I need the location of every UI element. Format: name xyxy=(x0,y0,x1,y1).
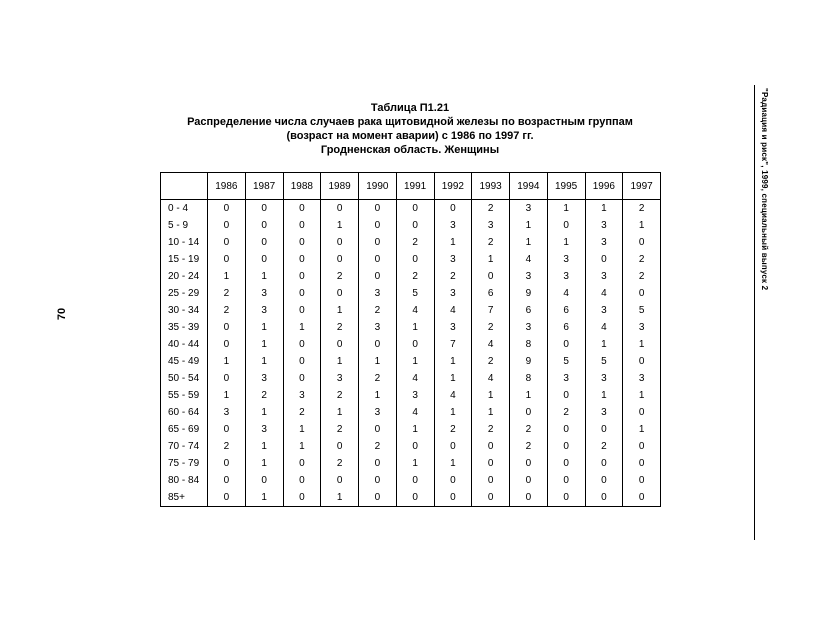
value-cell: 2 xyxy=(434,268,472,285)
table-row xyxy=(161,285,661,302)
table-row xyxy=(161,438,661,455)
value-cell: 0 xyxy=(283,285,321,302)
value-cell: 3 xyxy=(208,404,246,421)
year-column-header: 1996 xyxy=(585,173,623,200)
value-cell: 0 xyxy=(472,455,510,472)
value-cell: 9 xyxy=(510,285,548,302)
value-cell: 3 xyxy=(510,319,548,336)
age-group-cell: 30 - 34 xyxy=(161,302,208,319)
value-cell: 0 xyxy=(283,455,321,472)
value-cell: 0 xyxy=(434,472,472,489)
value-cell: 0 xyxy=(208,336,246,353)
value-cell: 0 xyxy=(547,217,585,234)
value-cell: 1 xyxy=(396,421,434,438)
value-cell: 2 xyxy=(472,200,510,218)
value-cell: 1 xyxy=(245,353,283,370)
year-column-header: 1997 xyxy=(623,173,661,200)
value-cell: 5 xyxy=(547,353,585,370)
value-cell: 0 xyxy=(283,370,321,387)
value-cell: 0 xyxy=(585,472,623,489)
value-cell: 0 xyxy=(245,251,283,268)
value-cell: 4 xyxy=(472,336,510,353)
value-cell: 8 xyxy=(510,370,548,387)
value-cell: 1 xyxy=(472,404,510,421)
value-cell: 0 xyxy=(396,489,434,507)
value-cell: 1 xyxy=(245,268,283,285)
value-cell: 1 xyxy=(283,421,321,438)
age-group-cell: 75 - 79 xyxy=(161,455,208,472)
table-row xyxy=(161,217,661,234)
value-cell: 0 xyxy=(245,472,283,489)
value-cell: 3 xyxy=(585,302,623,319)
value-cell: 6 xyxy=(547,319,585,336)
value-cell: 1 xyxy=(396,319,434,336)
value-cell: 0 xyxy=(208,489,246,507)
value-cell: 0 xyxy=(359,472,397,489)
value-cell: 1 xyxy=(321,217,359,234)
value-cell: 1 xyxy=(547,200,585,218)
value-cell: 0 xyxy=(547,455,585,472)
year-column-header: 1986 xyxy=(208,173,246,200)
value-cell: 1 xyxy=(434,234,472,251)
value-cell: 0 xyxy=(208,251,246,268)
value-cell: 0 xyxy=(283,200,321,218)
age-group-cell: 20 - 24 xyxy=(161,268,208,285)
value-cell: 1 xyxy=(321,353,359,370)
value-cell: 0 xyxy=(510,489,548,507)
value-cell: 3 xyxy=(434,319,472,336)
value-cell: 2 xyxy=(208,438,246,455)
age-group-cell: 65 - 69 xyxy=(161,421,208,438)
age-group-cell: 70 - 74 xyxy=(161,438,208,455)
value-cell: 8 xyxy=(510,336,548,353)
value-cell: 0 xyxy=(396,251,434,268)
value-cell: 2 xyxy=(359,438,397,455)
value-cell: 0 xyxy=(434,200,472,218)
value-cell: 3 xyxy=(585,370,623,387)
value-cell: 0 xyxy=(434,438,472,455)
value-cell: 3 xyxy=(510,268,548,285)
value-cell: 0 xyxy=(510,455,548,472)
value-cell: 3 xyxy=(585,217,623,234)
age-group-cell: 15 - 19 xyxy=(161,251,208,268)
table-row xyxy=(161,387,661,404)
value-cell: 1 xyxy=(359,387,397,404)
table-row xyxy=(161,472,661,489)
value-cell: 0 xyxy=(359,421,397,438)
value-cell: 0 xyxy=(623,234,661,251)
age-group-cell: 35 - 39 xyxy=(161,319,208,336)
value-cell: 3 xyxy=(283,387,321,404)
value-cell: 0 xyxy=(547,438,585,455)
value-cell: 0 xyxy=(283,336,321,353)
value-cell: 1 xyxy=(321,404,359,421)
value-cell: 2 xyxy=(472,234,510,251)
value-cell: 0 xyxy=(585,421,623,438)
value-cell: 0 xyxy=(208,234,246,251)
age-group-cell: 0 - 4 xyxy=(161,200,208,218)
value-cell: 1 xyxy=(510,217,548,234)
value-cell: 3 xyxy=(623,319,661,336)
table-head xyxy=(161,173,661,200)
value-cell: 0 xyxy=(510,472,548,489)
value-cell: 3 xyxy=(510,200,548,218)
value-cell: 2 xyxy=(208,302,246,319)
value-cell: 4 xyxy=(510,251,548,268)
value-cell: 0 xyxy=(321,200,359,218)
value-cell: 0 xyxy=(585,489,623,507)
value-cell: 3 xyxy=(547,251,585,268)
value-cell: 2 xyxy=(283,404,321,421)
year-column-header: 1991 xyxy=(396,173,434,200)
value-cell: 2 xyxy=(472,421,510,438)
value-cell: 1 xyxy=(245,336,283,353)
table-body xyxy=(161,200,661,507)
value-cell: 3 xyxy=(547,268,585,285)
value-cell: 2 xyxy=(623,268,661,285)
value-cell: 4 xyxy=(396,302,434,319)
value-cell: 0 xyxy=(208,455,246,472)
value-cell: 3 xyxy=(359,404,397,421)
value-cell: 2 xyxy=(510,438,548,455)
value-cell: 2 xyxy=(623,251,661,268)
value-cell: 1 xyxy=(472,251,510,268)
value-cell: 4 xyxy=(547,285,585,302)
value-cell: 0 xyxy=(472,438,510,455)
table-title-line-4: Гродненская область. Женщины xyxy=(320,144,500,156)
age-group-cell: 45 - 49 xyxy=(161,353,208,370)
value-cell: 2 xyxy=(585,438,623,455)
value-cell: 0 xyxy=(321,251,359,268)
value-cell: 3 xyxy=(585,404,623,421)
value-cell: 0 xyxy=(245,217,283,234)
value-cell: 2 xyxy=(321,455,359,472)
value-cell: 3 xyxy=(434,251,472,268)
value-cell: 0 xyxy=(623,404,661,421)
value-cell: 0 xyxy=(359,217,397,234)
value-cell: 0 xyxy=(547,421,585,438)
value-cell: 1 xyxy=(434,370,472,387)
value-cell: 1 xyxy=(208,387,246,404)
value-cell: 5 xyxy=(396,285,434,302)
year-column-header: 1993 xyxy=(472,173,510,200)
value-cell: 3 xyxy=(547,370,585,387)
value-cell: 2 xyxy=(472,319,510,336)
year-column-header: 1990 xyxy=(359,173,397,200)
age-group-cell: 10 - 14 xyxy=(161,234,208,251)
value-cell: 1 xyxy=(283,438,321,455)
table-row xyxy=(161,302,661,319)
value-cell: 0 xyxy=(321,285,359,302)
value-cell: 0 xyxy=(434,489,472,507)
value-cell: 9 xyxy=(510,353,548,370)
value-cell: 0 xyxy=(396,438,434,455)
value-cell: 1 xyxy=(245,404,283,421)
value-cell: 1 xyxy=(585,200,623,218)
value-cell: 1 xyxy=(623,217,661,234)
year-column-header: 1995 xyxy=(547,173,585,200)
value-cell: 3 xyxy=(245,302,283,319)
value-cell: 3 xyxy=(396,387,434,404)
value-cell: 2 xyxy=(396,234,434,251)
value-cell: 0 xyxy=(585,251,623,268)
value-cell: 2 xyxy=(321,268,359,285)
value-cell: 0 xyxy=(510,404,548,421)
value-cell: 0 xyxy=(208,217,246,234)
value-cell: 3 xyxy=(245,370,283,387)
value-cell: 1 xyxy=(510,387,548,404)
value-cell: 1 xyxy=(245,455,283,472)
value-cell: 1 xyxy=(434,455,472,472)
value-cell: 0 xyxy=(396,336,434,353)
value-cell: 2 xyxy=(321,421,359,438)
value-cell: 1 xyxy=(245,319,283,336)
value-cell: 2 xyxy=(245,387,283,404)
value-cell: 0 xyxy=(472,489,510,507)
year-column-header: 1987 xyxy=(245,173,283,200)
table-row xyxy=(161,353,661,370)
value-cell: 0 xyxy=(208,319,246,336)
value-cell: 2 xyxy=(359,370,397,387)
value-cell: 0 xyxy=(359,336,397,353)
value-cell: 1 xyxy=(510,234,548,251)
table-row xyxy=(161,421,661,438)
age-group-cell: 80 - 84 xyxy=(161,472,208,489)
value-cell: 0 xyxy=(321,234,359,251)
table-row xyxy=(161,268,661,285)
value-cell: 0 xyxy=(547,387,585,404)
value-cell: 0 xyxy=(623,472,661,489)
value-cell: 0 xyxy=(472,472,510,489)
table-number-title: Таблица П1.21 xyxy=(370,102,450,114)
year-column-header: 1988 xyxy=(283,173,321,200)
value-cell: 0 xyxy=(283,251,321,268)
value-cell: 0 xyxy=(359,200,397,218)
table-head-row xyxy=(161,173,661,200)
data-table xyxy=(160,172,661,507)
table-row xyxy=(161,336,661,353)
value-cell: 0 xyxy=(623,455,661,472)
value-cell: 2 xyxy=(321,319,359,336)
value-cell: 3 xyxy=(359,319,397,336)
value-cell: 1 xyxy=(472,387,510,404)
value-cell: 0 xyxy=(321,438,359,455)
value-cell: 1 xyxy=(585,387,623,404)
value-cell: 2 xyxy=(208,285,246,302)
value-cell: 3 xyxy=(434,217,472,234)
value-cell: 0 xyxy=(208,421,246,438)
value-cell: 0 xyxy=(245,200,283,218)
table-row xyxy=(161,404,661,421)
value-cell: 1 xyxy=(208,353,246,370)
value-cell: 0 xyxy=(283,472,321,489)
value-cell: 4 xyxy=(434,387,472,404)
value-cell: 4 xyxy=(396,370,434,387)
value-cell: 6 xyxy=(472,285,510,302)
value-cell: 0 xyxy=(396,200,434,218)
value-cell: 4 xyxy=(585,319,623,336)
value-cell: 1 xyxy=(623,387,661,404)
age-group-cell: 50 - 54 xyxy=(161,370,208,387)
value-cell: 7 xyxy=(434,336,472,353)
age-group-cell: 40 - 44 xyxy=(161,336,208,353)
table-row xyxy=(161,319,661,336)
value-cell: 1 xyxy=(623,421,661,438)
value-cell: 0 xyxy=(359,268,397,285)
value-cell: 4 xyxy=(585,285,623,302)
value-cell: 2 xyxy=(396,268,434,285)
value-cell: 0 xyxy=(547,336,585,353)
table-row xyxy=(161,200,661,218)
value-cell: 0 xyxy=(321,472,359,489)
table-row xyxy=(161,251,661,268)
value-cell: 3 xyxy=(359,285,397,302)
value-cell: 0 xyxy=(623,285,661,302)
table-title-line-2: Распределение числа случаев рака щитовидной железы по возрастным группам xyxy=(187,116,633,128)
value-cell: 4 xyxy=(472,370,510,387)
value-cell: 3 xyxy=(321,370,359,387)
table-row xyxy=(161,234,661,251)
value-cell: 1 xyxy=(396,353,434,370)
value-cell: 1 xyxy=(585,336,623,353)
value-cell: 1 xyxy=(396,455,434,472)
value-cell: 0 xyxy=(359,251,397,268)
value-cell: 0 xyxy=(359,234,397,251)
value-cell: 0 xyxy=(321,336,359,353)
value-cell: 0 xyxy=(396,472,434,489)
value-cell: 3 xyxy=(245,421,283,438)
value-cell: 0 xyxy=(208,200,246,218)
age-group-cell: 5 - 9 xyxy=(161,217,208,234)
value-cell: 2 xyxy=(623,200,661,218)
value-cell: 0 xyxy=(208,370,246,387)
year-column-header: 1994 xyxy=(510,173,548,200)
value-cell: 1 xyxy=(434,404,472,421)
value-cell: 1 xyxy=(283,319,321,336)
table-row xyxy=(161,370,661,387)
value-cell: 0 xyxy=(283,353,321,370)
table-row xyxy=(161,489,661,507)
corner-cell xyxy=(161,173,208,200)
table-title-block xyxy=(0,101,820,157)
value-cell: 2 xyxy=(547,404,585,421)
value-cell: 1 xyxy=(321,302,359,319)
value-cell: 6 xyxy=(510,302,548,319)
value-cell: 2 xyxy=(321,387,359,404)
value-cell: 1 xyxy=(623,336,661,353)
value-cell: 0 xyxy=(396,217,434,234)
value-cell: 1 xyxy=(245,438,283,455)
value-cell: 1 xyxy=(547,234,585,251)
value-cell: 0 xyxy=(283,234,321,251)
value-cell: 2 xyxy=(359,302,397,319)
value-cell: 0 xyxy=(623,489,661,507)
value-cell: 2 xyxy=(434,421,472,438)
value-cell: 2 xyxy=(510,421,548,438)
value-cell: 5 xyxy=(623,302,661,319)
value-cell: 3 xyxy=(623,370,661,387)
value-cell: 3 xyxy=(585,268,623,285)
value-cell: 0 xyxy=(547,472,585,489)
value-cell: 3 xyxy=(585,234,623,251)
table-row xyxy=(161,455,661,472)
value-cell: 1 xyxy=(434,353,472,370)
value-cell: 0 xyxy=(283,268,321,285)
value-cell: 3 xyxy=(472,217,510,234)
page-number: 70 xyxy=(56,307,69,321)
value-cell: 0 xyxy=(245,234,283,251)
value-cell: 1 xyxy=(321,489,359,507)
age-group-cell: 60 - 64 xyxy=(161,404,208,421)
value-cell: 0 xyxy=(283,489,321,507)
value-cell: 0 xyxy=(208,472,246,489)
table-title-line-3: (возраст на момент аварии) с 1986 по 1997 гг. xyxy=(286,130,534,142)
value-cell: 0 xyxy=(623,438,661,455)
value-cell: 0 xyxy=(283,217,321,234)
age-group-cell: 85+ xyxy=(161,489,208,507)
age-group-cell: 25 - 29 xyxy=(161,285,208,302)
journal-side-note: "Радиация и риск", 1999, специальный выпуск 2 xyxy=(760,88,769,291)
value-cell: 2 xyxy=(472,353,510,370)
value-cell: 0 xyxy=(359,455,397,472)
value-cell: 0 xyxy=(547,489,585,507)
value-cell: 0 xyxy=(585,455,623,472)
value-cell: 0 xyxy=(359,489,397,507)
value-cell: 1 xyxy=(245,489,283,507)
value-cell: 1 xyxy=(208,268,246,285)
value-cell: 3 xyxy=(245,285,283,302)
value-cell: 4 xyxy=(434,302,472,319)
year-column-header: 1989 xyxy=(321,173,359,200)
value-cell: 7 xyxy=(472,302,510,319)
age-group-cell: 55 - 59 xyxy=(161,387,208,404)
value-cell: 6 xyxy=(547,302,585,319)
value-cell: 3 xyxy=(434,285,472,302)
value-cell: 5 xyxy=(585,353,623,370)
side-rule-divider xyxy=(754,85,755,540)
value-cell: 0 xyxy=(623,353,661,370)
value-cell: 0 xyxy=(472,268,510,285)
value-cell: 0 xyxy=(283,302,321,319)
value-cell: 1 xyxy=(359,353,397,370)
value-cell: 4 xyxy=(396,404,434,421)
year-column-header: 1992 xyxy=(434,173,472,200)
